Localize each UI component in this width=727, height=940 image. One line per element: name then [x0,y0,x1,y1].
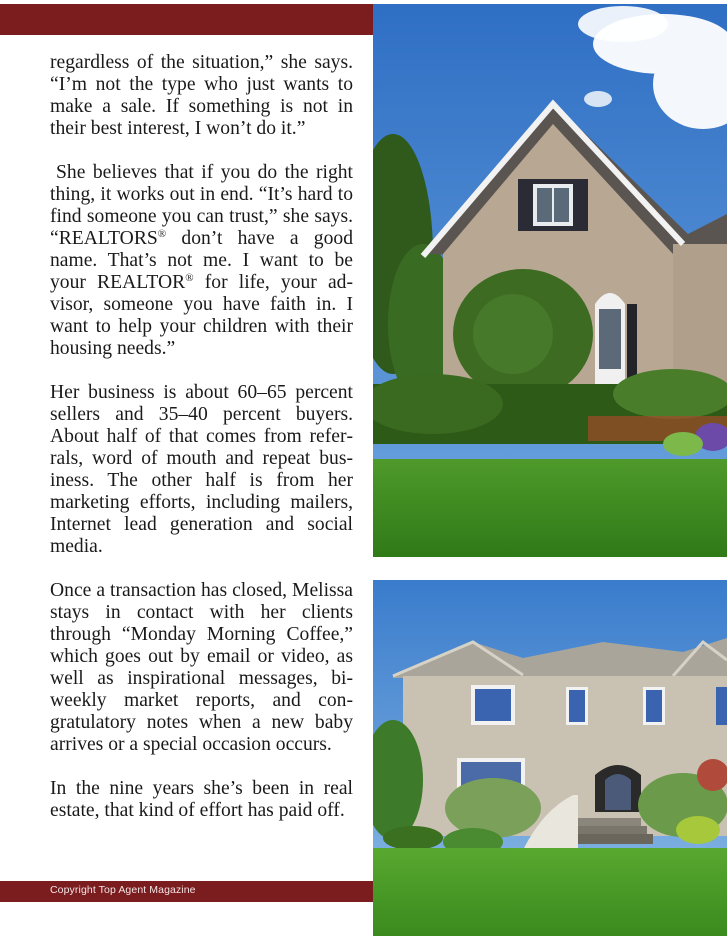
article-paragraph-4: Once a transaction has closed, Melissa stays in contact with her clients through “Monday Morning Coffee,” which goes out by email or video, as well as inspirational messages, bi-weekly market reports, and congratulatory notes when a new baby arrives or a special occasion occurs. [50,580,353,755]
registered-mark-2: ® [185,272,194,284]
article-body [50,52,353,822]
footer-bar [0,881,373,902]
article-paragraph-5: In the nine years she’s been in real estate, that kind of effort has paid off. [50,778,353,821]
copyright-text: Copyright Top Agent Magazine [50,884,196,896]
paragraph-2-start: She believes that if you do the right thing, it works out in end. “It’s hard to find someone you can trust,” she says. “REALTORS [50,162,353,249]
paragraph-2-middle: don’t have a good name. That’s not me. I want to be your REALTOR [50,228,353,293]
paragraph-2-end: for life, your advisor, someone you have faith in. I want to help your children with their housing needs.” [50,272,354,359]
registered-mark: ® [157,228,167,240]
article-paragraph-1: regardless of the situation,” she says. “I’m not the type who just wants to make a sale. If something is not in their best interest, I won’t do it.” [50,52,353,139]
article-paragraph-3: Her business is about 60–65 percent sellers and 35–40 percent buyers. About half of that comes from referrals, word of mouth and repeat business. The other half is from her marketing efforts, including mailers, Internet lead generation and social media. [50,382,353,557]
house-photo-bottom [373,580,727,936]
header-accent-bar [0,4,373,35]
house-photo-top [373,4,727,557]
article-paragraph-2 [50,162,353,360]
